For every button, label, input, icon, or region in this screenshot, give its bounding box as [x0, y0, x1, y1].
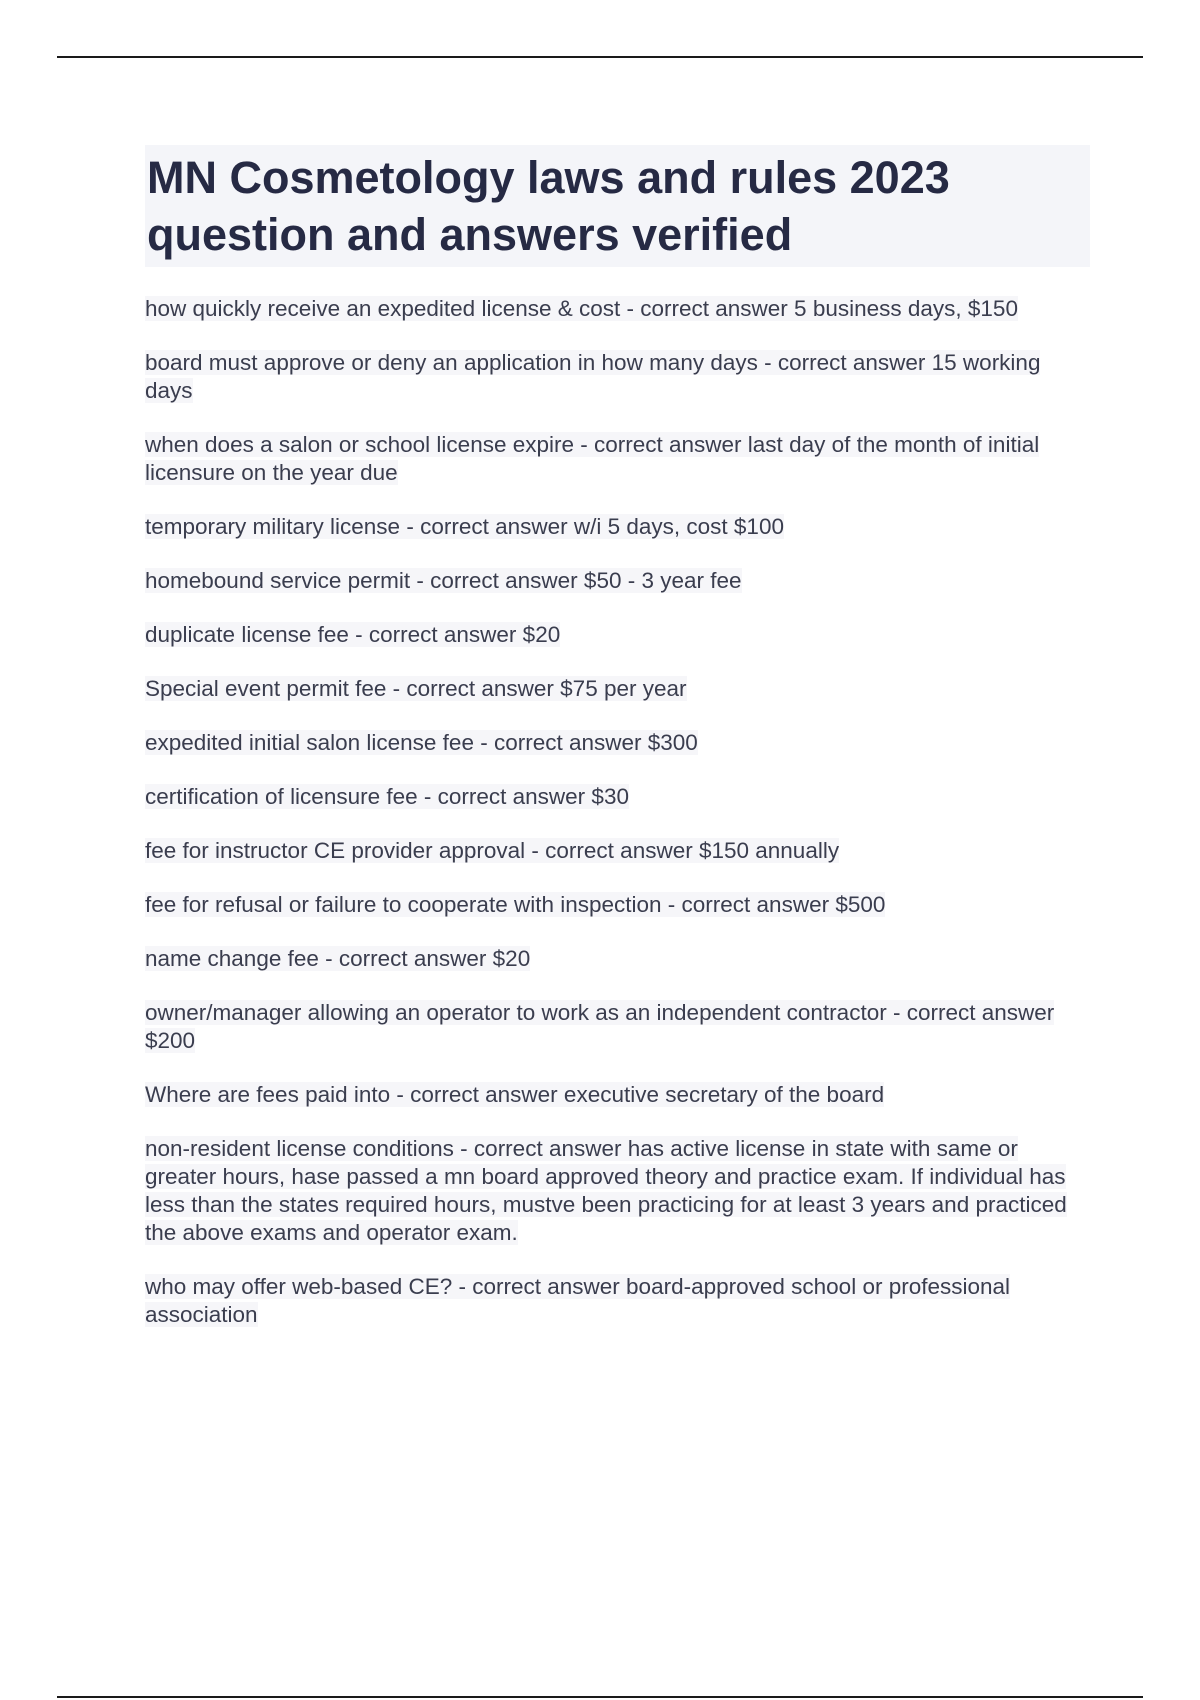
qa-item: [145, 729, 1090, 757]
qa-text: Special event permit fee - correct answer $75 per year: [145, 676, 687, 701]
qa-item: [145, 999, 1090, 1055]
qa-text: who may offer web-based CE? - correct answer board-approved school or professional association: [145, 1274, 1011, 1327]
top-rule: [57, 56, 1143, 58]
qa-item: [145, 1273, 1090, 1329]
qa-text: board must approve or deny an application in how many days - correct answer 15 working days: [145, 350, 1041, 403]
qa-item: [145, 621, 1090, 649]
qa-item: [145, 431, 1090, 487]
qa-text: certification of licensure fee - correct answer $30: [145, 784, 629, 809]
qa-text: name change fee - correct answer $20: [145, 946, 531, 971]
qa-item: [145, 945, 1090, 973]
qa-text: fee for instructor CE provider approval - correct answer $150 annually: [145, 838, 840, 863]
qa-text: duplicate license fee - correct answer $20: [145, 622, 561, 647]
qa-text: non-resident license conditions - correct answer has active license in state with same or greater hours, hase passed a mn board approved theory and practice exam. If individual has less than the states required hours, mustve been practicing for at least 3 years and practiced the above exams and operator exam.: [145, 1136, 1067, 1245]
qa-item: [145, 567, 1090, 595]
qa-text: how quickly receive an expedited license & cost - correct answer 5 business days, $150: [145, 296, 1018, 321]
qa-item: [145, 1081, 1090, 1109]
qa-item: [145, 349, 1090, 405]
qa-item: [145, 295, 1090, 323]
qa-item: [145, 1135, 1090, 1247]
document-title: MN Cosmetology laws and rules 2023 question and answers verified: [147, 152, 950, 260]
qa-text: homebound service permit - correct answer $50 - 3 year fee: [145, 568, 742, 593]
bottom-rule: [57, 1696, 1143, 1698]
qa-text: fee for refusal or failure to cooperate with inspection - correct answer $500: [145, 892, 886, 917]
qa-item: [145, 783, 1090, 811]
qa-text: expedited initial salon license fee - correct answer $300: [145, 730, 698, 755]
qa-item: [145, 837, 1090, 865]
qa-text: Where are fees paid into - correct answer executive secretary of the board: [145, 1082, 885, 1107]
qa-text: when does a salon or school license expire - correct answer last day of the month of initial licensure on the year due: [145, 432, 1040, 485]
qa-item: [145, 675, 1090, 703]
qa-list: [145, 295, 1090, 1329]
title-block: [145, 145, 1090, 267]
qa-item: [145, 513, 1090, 541]
document-body: [145, 145, 1090, 1355]
qa-item: [145, 891, 1090, 919]
qa-text: owner/manager allowing an operator to work as an independent contractor - correct answer $200: [145, 1000, 1055, 1053]
qa-text: temporary military license - correct answer w/i 5 days, cost $100: [145, 514, 784, 539]
